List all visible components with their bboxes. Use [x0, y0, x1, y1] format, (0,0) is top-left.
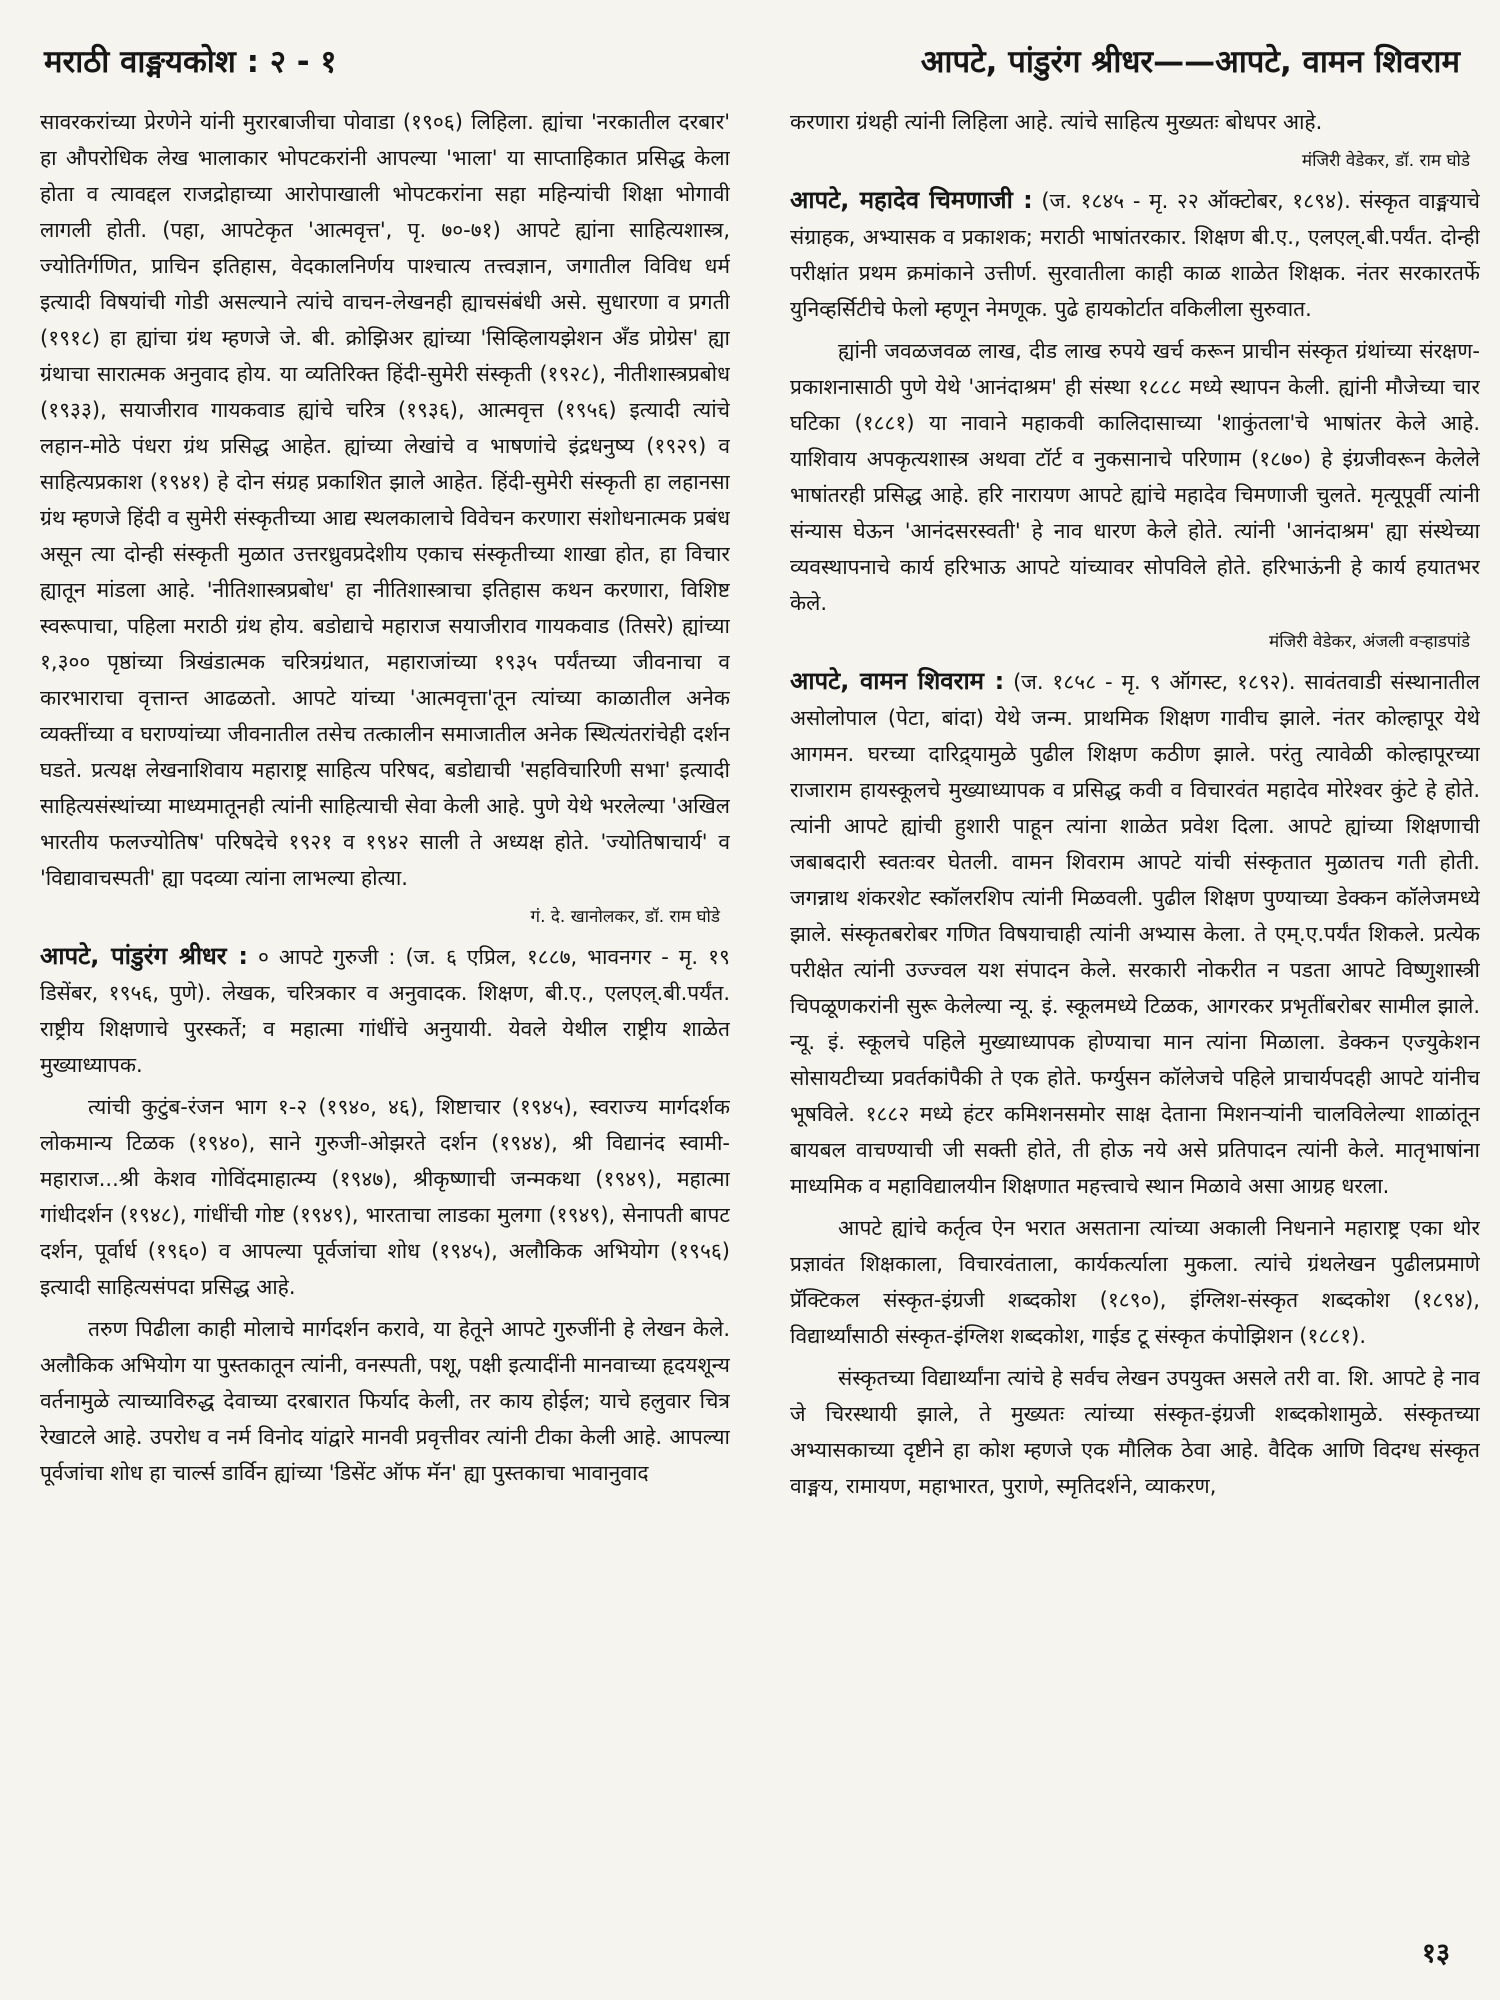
running-head-left: मराठी वाङ्मयकोश : २ - १ — [44, 44, 337, 80]
entry-heading: आपटे, पांडुरंग श्रीधर : — [40, 942, 248, 970]
author-credit: मंजिरी वेडेकर, डॉ. राम घोडे — [1301, 151, 1470, 171]
author-credit: गं. दे. खानोलकर, डॉ. राम घोडे — [530, 907, 720, 927]
entry-paragraph — [40, 938, 730, 1083]
paragraph: ह्यांनी जवळजवळ लाख, दीड लाख रुपये खर्च करून प्राचीन संस्कृत ग्रंथांच्या संरक्षण-प्रकाशनासाठी पुणे येथे 'आनंदाश्रम' ही संस्था १८८८ मध्ये स्थापन केली. ह्यांनी मौजेच्या चार घटिका (१८८१) या नावाने महाकवी कालिदासाच्या 'शाकुंतला'चे भाषांतर केले आहे. याशिवाय अपकृत्यशास्त्र अथवा टॉर्ट व नुकसानाचे परिणाम (१८७०) हे इंग्रजीवरून केलेले भाषांतरही प्रसिद्ध आहे. हरि नारायण आपटे ह्यांचे महादेव चिमणाजी चुलते. मृत्यूपूर्वी त्यांनी संन्यास घेऊन 'आनंदसरस्वती' हे नाव धारण केले होते. त्यांनी 'आनंदाश्रम' ह्या संस्थेच्या व्यवस्थापनाचे कार्य हरिभाऊ आपटे यांच्यावर सोपविले होते. हरिभाऊंनी हे कार्य हयातभर केले. — [790, 339, 1480, 615]
paragraph: तरुण पिढीला काही मोलाचे मार्गदर्शन करावे, या हेतूने आपटे गुरुजींनी हे लेखन केले. अलौकिक अभियोग या पुस्तकातून त्यांनी, वनस्पती, पशू, पक्षी इत्यादींनी मानवाच्या हृदयशून्य वर्तनामुळे त्याच्याविरुद्ध देवाच्या दरबारात फिर्याद केली, तर काय होईल; याचे हलुवार चित्र रेखाटले आहे. उपरोध व नर्म विनोद यांद्वारे मानवी प्रवृत्तीवर त्यांनी टीका केली आहे. आपल्या पूर्वजांचा शोध हा चार्ल्स डार्विन ह्यांच्या 'डिसेंट ऑफ मॅन' ह्या पुस्तकाचा भावानुवाद — [40, 1317, 730, 1485]
page-header — [40, 30, 1460, 90]
entry-paragraph — [790, 182, 1480, 327]
right-column — [790, 104, 1480, 1904]
entry-intro: (ज. १८४५ - मृ. २२ ऑक्टोबर, १८९४). संस्कृत वाङ्मयाचे संग्राहक, अभ्यासक व प्रकाशक; मराठी भाषांतरकार. शिक्षण बी.ए., एलएल्.बी.पर्यंत. दोन्ही परीक्षांत प्रथम क्रमांकाने उत्तीर्ण. सुरवातीला काही काळ शाळेत शिक्षक. नंतर सरकारतर्फे युनिव्हर्सिटीचे फेलो म्हणून नेमणूक. पुढे हायकोर्टात वकिलीला सुरुवात. — [790, 189, 1480, 321]
left-column — [40, 104, 730, 1904]
entry-heading: आपटे, वामन शिवराम : — [790, 667, 1005, 695]
entry-paragraph — [790, 663, 1480, 1204]
entry-intro: (ज. १८५८ - मृ. ९ ऑगस्ट, १८९२). सावंतवाडी संस्थानातील असोलोपाल (पेटा, बांदा) येथे जन्म. प्राथमिक शिक्षण गावीच झाले. नंतर कोल्हापूर येथे आगमन. घरच्या दारिद्र्यामुळे पुढील शिक्षण कठीण झाले. परंतु त्यावेळी कोल्हापूरच्या राजाराम हायस्कूलचे मुख्याध्यापक व प्रसिद्ध कवी व विचारवंत महादेव मोरेश्वर कुंटे हे होते. त्यांनी आपटे ह्यांची हुशारी पाहून त्यांना शाळेत प्रवेश दिला. आपटे ह्यांच्या शिक्षणाची जबाबदारी स्वतःवर घेतली. वामन शिवराम आपटे यांची संस्कृतात मुळातच गती होती. जगन्नाथ शंकरशेट स्कॉलरशिप त्यांनी मिळवली. पुढील शिक्षण पुण्याच्या डेक्कन कॉलेजमध्ये झाले. संस्कृतबरोबर गणित विषयाचाही त्यांनी अभ्यास केला. ते एम्.ए.पर्यंत शिकले. प्रत्येक परीक्षेत त्यांनी उज्ज्वल यश संपादन केले. सरकारी नोकरीत न पडता आपटे विष्णुशास्त्री चिपळूणकरांनी सुरू केलेल्या न्यू. इं. स्कूलमध्ये टिळक, आगरकर प्रभृतींबरोबर सामील झाले. न्यू. इं. स्कूलचे पहिले मुख्याध्यापक होण्याचा मान त्यांना मिळाला. डेक्कन एज्युकेशन सोसायटीच्या प्रवर्तकांपैकी ते एक होते. फर्ग्युसन कॉलेजचे पहिले प्राचार्यपदही आपटे यांनीच भूषविले. १८८२ मध्ये हंटर कमिशनसमोर साक्ष देताना मिशनऱ्यांनी चालविलेल्या शाळांतून बायबल वाचण्याची जी सक्ती होते, ती होऊ नये असे प्रतिपादन त्यांनी केले. मातृभाषांना माध्यमिक व महाविद्यालयीन शिक्षणात महत्त्वाचे स्थान मिळावे असा आग्रह धरला. — [790, 670, 1480, 1198]
page-number: १३ — [1421, 1938, 1450, 1969]
paragraph: करणारा ग्रंथही त्यांनी लिहिला आहे. त्यांचे साहित्य मुख्यतः बोधपर आहे. — [790, 110, 1323, 134]
paragraph: सावरकरांच्या प्रेरणेने यांनी मुरारबाजीचा पोवाडा (१९०६) लिहिला. ह्यांचा 'नरकातील दरबार' हा औपरोधिक लेख भालाकार भोपटकरांनी आपल्या 'भाला' या साप्ताहिकात प्रसिद्ध केला होता व त्यावद्दल राजद्रोहाच्या आरोपाखाली भोपटकरांना सहा महिन्यांची शिक्षा भोगावी लागली होती. (पहा, आपटेकृत 'आत्मवृत्त', पृ. ७०-७१) आपटे ह्यांना साहित्यशास्त्र, ज्योतिर्गणित, प्राचिन इतिहास, वेदकालनिर्णय पाश्चात्य तत्त्वज्ञान, जगातील विविध धर्म इत्यादी विषयांची गोडी असल्याने त्यांचे वाचन-लेखनही ह्याचसंबंधी असे. सुधारणा व प्रगती (१९१८) हा ह्यांचा ग्रंथ म्हणजे जे. बी. क्रोझिअर ह्यांच्या 'सिव्हिलायझेशन ॲंड प्रोग्रेस' ह्या ग्रंथाचा सारात्मक अनुवाद होय. या व्यतिरिक्त हिंदी-सुमेरी संस्कृती (१९२८), नीतीशास्त्रप्रबोध (१९३३), सयाजीराव गायकवाड ह्यांचे चरित्र (१९३६), आत्मवृत्त (१९५६) इत्यादी त्यांचे लहान-मोठे पंधरा ग्रंथ प्रसिद्ध आहेत. ह्यांच्या लेखांचे व भाषणांचे इंद्रधनुष्य (१९२९) व साहित्यप्रकाश (१९४१) हे दोन संग्रह प्रकाशित झाले आहेत. हिंदी-सुमेरी संस्कृती हा लहानसा ग्रंथ म्हणजे हिंदी व सुमेरी संस्कृतीच्या आद्य स्थलकालाचे विवेचन करणारा संशोधनात्मक प्रबंध असून त्या दोन्ही संस्कृती मुळात उत्तरध्रुवप्रदेशीय एकाच संस्कृतीच्या शाखा होत, हा विचार ह्यातून मांडला आहे. 'नीतिशास्त्रप्रबोध' हा नीतिशास्त्राचा इतिहास कथन करणारा, विशिष्ट स्वरूपाचा, पहिला मराठी ग्रंथ होय. बडोद्याचे महाराज सयाजीराव गायकवाड (तिसरे) ह्यांच्या १,३०० पृष्ठांच्या त्रिखंडात्मक चरित्रग्रंथात, महाराजांच्या १९३५ पर्यंतच्या जीवनाचा व कारभाराचा वृत्तान्त आढळतो. आपटे यांच्या 'आत्मवृत्ता'तून त्यांच्या काळातील अनेक व्यक्तींच्या व घराण्यांच्या जीवनातील तसेच तत्कालीन समाजातील अनेक स्थित्यंतरांचेही दर्शन घडते. प्रत्यक्ष लेखनाशिवाय महाराष्ट्र साहित्य परिषद, बडोद्याची 'सहविचारिणी सभा' इत्यादी साहित्यसंस्थांच्या माध्यमातूनही त्यांनी साहित्याची सेवा केली आहे. पुणे येथे भरलेल्या 'अखिल भारतीय फलज्योतिष' परिषदेचे १९२१ व १९४२ साली ते अध्यक्ष होते. 'ज्योतिषाचार्य' व 'विद्यावाचस्पती' ह्या पदव्या त्यांना लाभल्या होत्या. — [40, 110, 730, 890]
running-head-right: आपटे, पांडुरंग श्रीधर——आपटे, वामन शिवराम — [920, 44, 1460, 80]
entry-heading: आपटे, महादेव चिमणाजी : — [790, 186, 1033, 214]
author-credit: मंजिरी वेडेकर, अंजली वऱ्हाडपांडे — [1269, 632, 1470, 652]
paragraph: संस्कृतच्या विद्यार्थ्यांना त्यांचे हे सर्वच लेखन उपयुक्त असले तरी वा. शि. आपटे हे नाव जे चिरस्थायी झाले, ते मुख्यतः त्यांच्या संस्कृत-इंग्रजी शब्दकोशामुळे. संस्कृतच्या अभ्यासकाच्या दृष्टीने हा कोश म्हणजे एक मौलिक ठेवा आहे. वैदिक आणि विदग्ध संस्कृत वाङ्मय, रामायण, महाभारत, पुराणे, स्मृतिदर्शने, व्याकरण, — [790, 1366, 1480, 1498]
paragraph: आपटे ह्यांचे कर्तृत्व ऐन भरात असताना त्यांच्या अकाली निधनाने महाराष्ट्र एका थोर प्रज्ञावंत शिक्षकाला, विचारवंताला, कार्यकर्त्याला मुकला. त्यांचे ग्रंथलेखन पुढीलप्रमाणे प्रॅक्टिकल संस्कृत-इंग्रजी शब्दकोश (१८९०), इंग्लिश-संस्कृत शब्दकोश (१८९४), विद्यार्थ्यांसाठी संस्कृत-इंग्लिश शब्दकोश, गाईड टू संस्कृत कंपोझिशन (१८८१). — [790, 1216, 1480, 1348]
entry-intro: ० आपटे गुरुजी : (ज. ६ एप्रिल, १८८७, भावनगर - मृ. १९ डिसेंबर, १९५६, पुणे). लेखक, चरित्रकार व अनुवादक. शिक्षण, बी.ए., एलएल्.बी.पर्यंत. राष्ट्रीय शिक्षणाचे पुरस्कर्ते; व महात्मा गांधींचे अनुयायी. येवले येथील राष्ट्रीय शाळेत मुख्याध्यापक. — [40, 945, 730, 1077]
paragraph: त्यांची कुटुंब-रंजन भाग १-२ (१९४०, ४६), शिष्टाचार (१९४५), स्वराज्य मार्गदर्शक लोकमान्य टिळक (१९४०), साने गुरुजी-ओझरते दर्शन (१९४४), श्री विद्यानंद स्वामी-महाराज...श्री केशव गोविंदमाहात्म्य (१९४७), श्रीकृष्णाची जन्मकथा (१९४९), महात्मा गांधीदर्शन (१९४८), गांधींची गोष्ट (१९४९), भारताचा लाडका मुलगा (१९४९), सेनापती बापट दर्शन, पूर्वार्ध (१९६०) व आपल्या पूर्वजांचा शोध (१९४५), अलौकिक अभियोग (१९५६) इत्यादी साहित्यसंपदा प्रसिद्ध आहे. — [40, 1095, 730, 1299]
